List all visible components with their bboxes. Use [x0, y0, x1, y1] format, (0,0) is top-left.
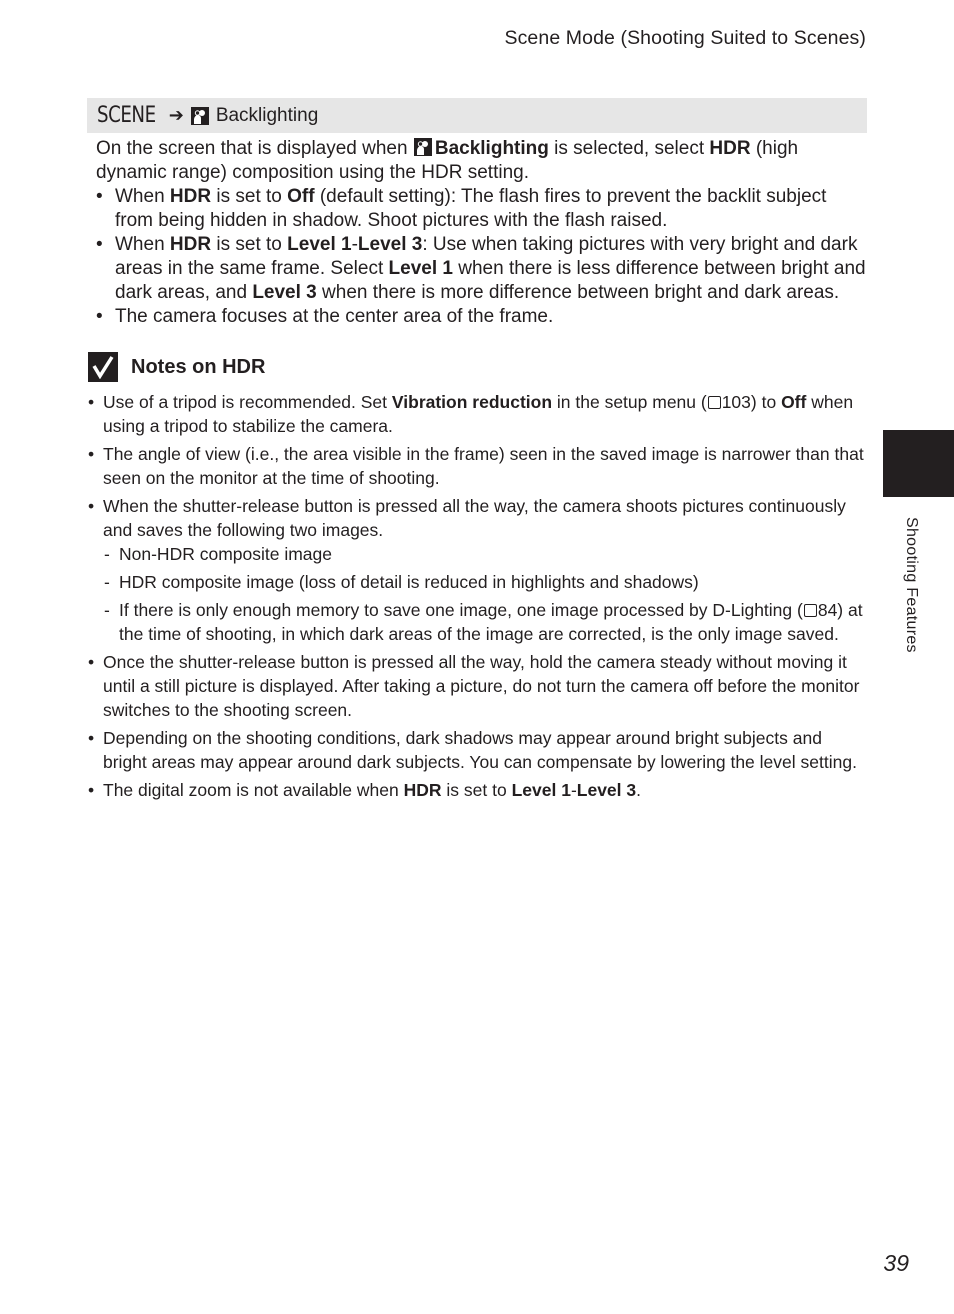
sub-list [103, 542, 868, 646]
bold-term: Level 3 [252, 282, 317, 303]
text: when there is less difference between bright and dark areas, and [115, 258, 866, 303]
scene-mode-bar [87, 98, 867, 133]
bold-term: Level 1 [511, 780, 571, 800]
bold-term: Off [781, 392, 807, 412]
text: in the setup menu ( [556, 392, 707, 412]
backlighting-icon [413, 137, 433, 157]
text: When [115, 234, 165, 255]
notes-heading [88, 352, 265, 382]
text: When the shutter-release button is pressed all the way, the camera shoots pictures continuously and saves the following two images. [103, 496, 846, 540]
text: : Use when taking pictures with very bright and dark areas in the same frame. Select [115, 234, 858, 279]
text: - [351, 234, 358, 255]
note-item: • Once the shutter-release button is pressed all the way, hold the camera steady without moving it until a still picture is displayed. After taking a picture, do not turn the camera off before the monitor switches to the shooting screen. [88, 650, 868, 722]
running-header: Scene Mode (Shooting Suited to Scenes) [504, 27, 866, 49]
text: is set to [216, 186, 282, 207]
bold-term: Off [287, 186, 315, 207]
text: 103) to [721, 392, 777, 412]
text: (default setting): The flash fires to prevent the backlit subject from being hidden in shadow. Shoot pictures with the flash raised. [115, 186, 827, 231]
arrow-icon: ➔ [168, 105, 184, 125]
text: When [115, 186, 165, 207]
text: The digital zoom is not available when [103, 780, 399, 800]
notes-list [88, 390, 868, 802]
page-number: 39 [883, 1250, 909, 1276]
notes-section [88, 390, 868, 806]
bold-term: Level 3 [357, 234, 423, 255]
sub-item: - HDR composite image (loss of detail is reduced in highlights and shadows) [103, 570, 868, 594]
intro-bullet [96, 185, 866, 233]
scene-label: SCENE [97, 103, 156, 128]
bold-term: Vibration reduction [391, 392, 553, 412]
note-item: • Depending on the shooting conditions, dark shadows may appear around bright subjects and bright areas may appear around dark subjects. You can compensate by lowering the level setting. [88, 726, 868, 774]
backlighting-icon [190, 106, 210, 126]
bold-term: Level 1 [388, 258, 453, 279]
intro-section [96, 137, 866, 329]
bold-term: HDR [169, 234, 212, 255]
bold-term: Level 3 [576, 780, 637, 800]
intro-bullets [96, 185, 866, 329]
chapter-tab [883, 430, 954, 497]
bold-term: Level 1 [287, 234, 352, 255]
text: 84) at the time of shooting, in which dark areas of the image are corrected, is the only image saved. [119, 600, 863, 644]
note-item [88, 494, 868, 646]
text: If there is only enough memory to save one image, one image processed by D-Lighting ( [119, 600, 803, 620]
note-item [88, 390, 868, 438]
book-reference-icon [708, 396, 721, 409]
intro-bullet: • The camera focuses at the center area of the frame. [96, 305, 866, 329]
text: is set to [216, 234, 282, 255]
scene-mode-name: Backlighting [215, 104, 319, 126]
intro-bullet [96, 233, 866, 305]
bold-term: HDR [709, 138, 751, 159]
intro-text: (high dynamic range) composition using the HDR setting. [96, 138, 799, 183]
note-item: • The angle of view (i.e., the area visible in the frame) seen in the saved image is narrower than that seen on the monitor at the time of shooting. [88, 442, 868, 490]
check-icon [88, 352, 118, 382]
chapter-label: Shooting Features [903, 517, 920, 653]
intro-paragraph [96, 137, 866, 185]
intro-text: is selected, select [554, 138, 705, 159]
text: . [636, 780, 642, 800]
book-reference-icon [804, 604, 817, 617]
text: when using a tripod to stabilize the camera. [103, 392, 854, 436]
bold-term: Backlighting [434, 138, 549, 159]
notes-title: Notes on HDR [131, 355, 266, 378]
sub-item: - Non-HDR composite image [103, 542, 868, 566]
bold-term: HDR [403, 780, 442, 800]
note-item [88, 778, 868, 802]
intro-text: On the screen that is displayed when [96, 138, 408, 159]
text: is set to [446, 780, 507, 800]
text: - [570, 780, 577, 800]
text: Use of a tripod is recommended. Set [103, 392, 388, 412]
sub-item [103, 598, 868, 646]
text: when there is more difference between bright and dark areas. [322, 282, 840, 303]
bold-term: HDR [169, 186, 212, 207]
